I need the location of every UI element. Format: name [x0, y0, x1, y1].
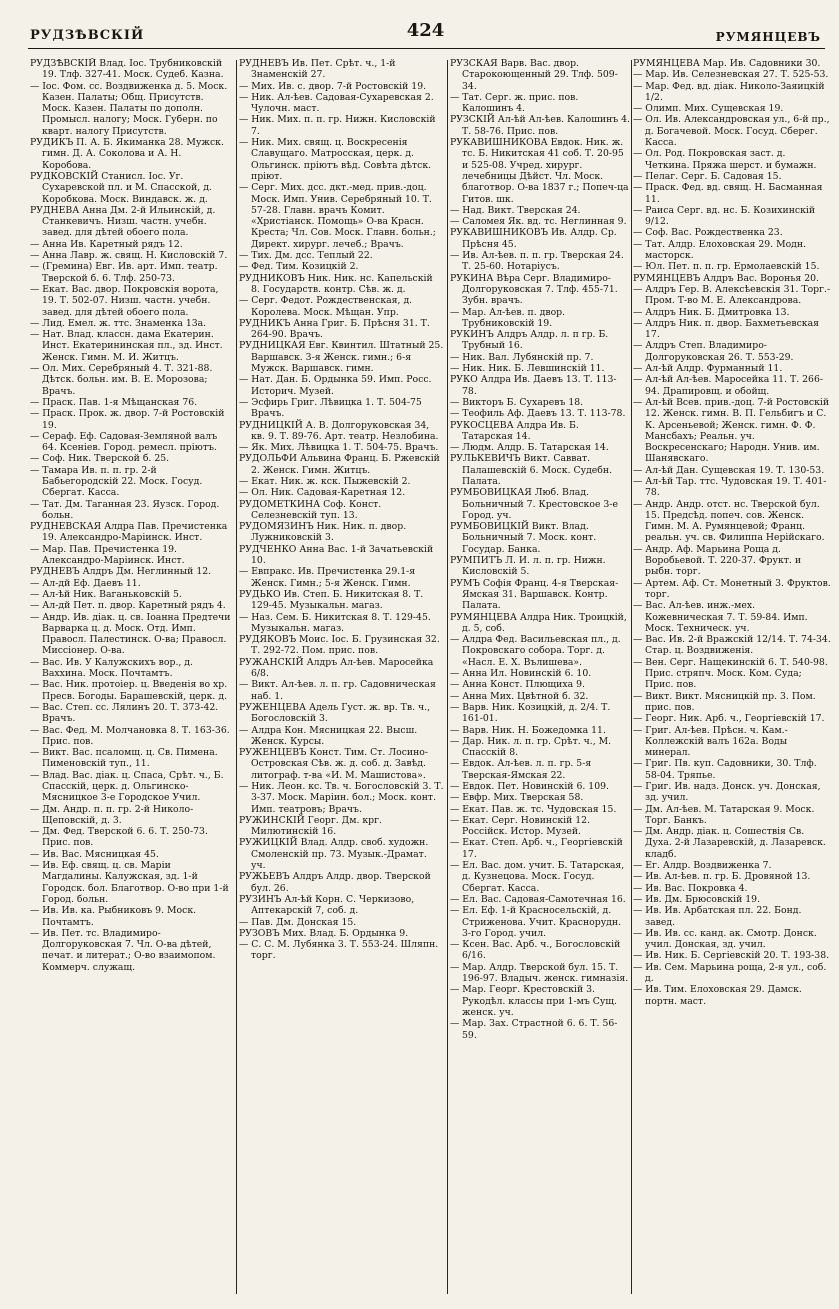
directory-entry: — Соф. Ник. Тверской б. 25.: [30, 453, 170, 465]
directory-entry: — Ив. Пет. тс. Владимиро-Долгоруковская 7. Чл. О-ва дѣтей, печат. и литерат.; О-во взаимопом. Коммерч. служащ.: [30, 927, 216, 973]
directory-entry: — Викт. Вас. псаломщ. ц. Св. Пимена. Пименовскій туп., 11.: [30, 747, 218, 770]
header-last-entry: РУМЯНЦЕВЪ: [715, 30, 821, 44]
directory-entry: РУДЯКОВЪ Моис. Іос. Б. Грузинская 32. Т. 292-72. Пом. прис. пов.: [239, 634, 440, 657]
directory-entry: — Ол. Ник. Садовая-Каретная 12.: [239, 487, 406, 499]
column-divider: [631, 60, 632, 1294]
directory-entry: — Анна Мих. Цвѣтной б. 32.: [450, 690, 589, 702]
directory-entry: — Тат. Серг. ж. прис. пов. Калошинъ 4.: [450, 91, 579, 115]
directory-entry: РУДЬКО Ив. Степ. Б. Никитская 8. Т. 129-45. Музыкальн. магаз.: [239, 588, 424, 612]
column-divider: [236, 60, 237, 1294]
directory-entry: — Ег. Алдр. Воздвиженка 7.: [633, 860, 772, 872]
directory-entry: — Ив. Вас. Покровка 4.: [633, 882, 748, 894]
directory-entry: — Ел. Вас. Садовая-Самотечная 16.: [450, 893, 626, 905]
directory-entry: — Варв. Ник. Козицкій, д. 2/4. Т. 161-01.: [450, 701, 611, 725]
column-1: [30, 58, 233, 1298]
directory-entry: — Ал-ѣй Дан. Сущевская 19. Т. 130-53.: [633, 464, 825, 476]
directory-entry: — Влад. Вас. діак. ц. Спаса, Срѣт. ч., Б. Спасскій, церк. д. Ольгинско-Мясницкое 3-е Городское Учил.: [30, 769, 224, 804]
directory-entry: — Праск. Пав. 1-я Мѣщанская 76.: [30, 396, 198, 408]
directory-entry: — Тат. Дм. Таганная 23. Яузск. Город. больн.: [30, 498, 220, 521]
column-divider: [447, 60, 448, 1294]
directory-entry: РУДОЛЬФИ Альвина Франц. Б. Ржевскій 2. Женск. Гимн. Житцъ.: [239, 453, 440, 476]
directory-entry: — С. С. М. Лубянка 3. Т. 553-24. Шляпн. торг.: [239, 939, 439, 962]
directory-entry: — Мар. Георг. Крестовскій 3. Рукодѣл. классы при 1-мъ Сущ. женск. уч.: [450, 984, 617, 1018]
directory-entry: — Наз. Сем. Б. Никитская 8. Т. 129-45. Музыкальн. магаз.: [239, 611, 431, 634]
directory-entry: — Андр. Аф. Марьина Роща д. Воробьевой. Т. 220-37. Фрукт. и рыбн. торг.: [633, 543, 802, 578]
directory-entry: — Ал-ѣй Ник. Ваганьковскій 5.: [30, 588, 182, 600]
directory-entry: — Ник. Ник. Б. Левшинскій 11.: [450, 363, 605, 375]
directory-entry: — Тамара Ив. п. п. гр. 2-й Бабьегородскій 22. Моск. Госуд. Сбергат. Касса.: [30, 464, 203, 499]
directory-entry: — Екат. Серг. Новинскій 12. Россійск. Истор. Музей.: [450, 814, 591, 838]
directory-entry: — Серг. Федот. Рождественская, д. Королева. Моск. Мѣщан. Упр.: [239, 295, 413, 318]
directory-entry: — Ел. Вас. дом. учит. Б. Татарская, д. Кузнецова. Моск. Госуд. Сбергат. Касса.: [450, 860, 625, 894]
directory-entry: — Тих. Дм. дсс. Теплый 22.: [239, 250, 373, 262]
directory-entry: — Ив. Дм. Брюсовскій 19.: [633, 893, 761, 905]
directory-entry: РУДНИКОВЪ Ник. Ник. нс. Капельскій 8. Государств. контр. Сѣв. ж. д.: [239, 272, 433, 295]
directory-entry: — Ал-ѣй Тар. ттс. Чудовская 19. Т. 401-78.: [633, 475, 827, 499]
directory-entry: — Вас. Ив. 2-й Вражскій 12/14. Т. 74-34. Стар. ц. Воздвиженія.: [633, 634, 831, 657]
directory-entry: — Викторъ Б. Сухаревъ 18.: [450, 396, 584, 408]
directory-entry: — Мар. Ал-ѣев. п. двор. Трубниковскій 19.: [450, 306, 566, 329]
directory-entry: РУМЯНЦЕВА Мар. Ив. Садовники 30.: [633, 58, 821, 69]
directory-entry: — Дм. Фед. Тверской 6. 6. Т. 250-73. Прис. пов.: [30, 826, 208, 849]
column-4: [633, 58, 831, 1298]
directory-entry: — Артем. Аф. Ст. Монетный 3. Фруктов. торг.: [633, 577, 831, 600]
directory-entry: — Дм. Андр. п. п. гр. 2-й Николо-Щеповскій, д. 3.: [30, 803, 194, 826]
directory-entry: — Ал-ѣй Всев. прив.-доц. 7-й Ростовскій 12. Женск. гимн. В. П. Гельбигъ и С. К. Арсеньевой; Женск. гимн. Ф. Ф. Мансбахъ; Реальн. уч. Воскресенскаго; Народн. Унив. им. Шанявскаго.: [633, 396, 830, 465]
directory-entry: — Праск. Прок. ж. двор. 7-й Ростовскій 19.: [30, 408, 225, 431]
directory-entry: РУЖЕНЦЕВЪ Конст. Тим. Ст. Лосино-Островская Сѣв. ж. д. соб. д. Завѣд. литограф. т-ва «И. М. Машистова».: [239, 747, 429, 781]
directory-entry: РУКОСЦЕВА Алдра Ив. Б. Татарская 14.: [450, 419, 579, 442]
directory-entry: — Іос. Фом. сс. Воздвиженка д. 5. Моск. Казен. Палаты; Общ. Присутств. Моск. Казен. Палаты по дополн. Промысл. налогу; Моск. Губерн. по кварт. налогу Присутств.: [30, 80, 228, 137]
directory-entry: — Екат. Вас. двор. Покровскія ворота, 19. Т. 502-07. Низш. частн. учебн. завед. для дѣтей обоего пола.: [30, 283, 219, 318]
directory-entry: РУДНЕВЪ Ив. Пет. Срѣт. ч., 1-й Знаменскій 27.: [239, 58, 396, 81]
directory-entry: — Вас. Фед. М. Молчановка 8. Т. 163-36. Прис. пов.: [30, 724, 230, 747]
directory-entry: — Ник. Вал. Лубянскій пр. 7.: [450, 351, 594, 363]
directory-entry: — Алдра Кон. Мясницкая 22. Высш. Женск. Курсы.: [239, 724, 418, 747]
directory-entry: — Ал-ѣй Ал-ѣев. Маросейка 11. Т. 266-94. Драпировщ. и обойщ.: [633, 374, 824, 397]
directory-entry: РУЗОВЪ Мих. Влад. Б. Ордынка 9.: [239, 927, 409, 939]
directory-entry: — Андр. Ив. діак. ц. св. Іоанна Предтечи Варварка ц. д. Моск. Отд. Имп. Правосл. Палестинск. О-ва; Правосл. Миссіонер. О-ва.: [30, 611, 231, 657]
directory-entry: — Ол. Род. Покровская заст. д. Четкина. Пряжа шерст. и бумажн.: [633, 148, 817, 171]
directory-entry: — Ив. Ал-ѣев. п. гр. Б. Дровяной 13.: [633, 871, 811, 883]
directory-entry: РУЗИНЪ Ал-ѣй Корн. С. Черкизово, Аптекарскій 7, соб. д.: [239, 893, 415, 917]
directory-entry: РУДЧЕНКО Анна Вас. 1-й Зачатьевскій 10.: [239, 543, 434, 567]
directory-entry: РУКИНЪ Алдръ Алдр. л. п гр. Б. Трубный 16.: [450, 329, 609, 352]
directory-entry: РУКАВИШНИКОВЪ Ив. Алдр. Ср. Прѣсня 45.: [450, 227, 617, 250]
directory-entry: — Мих. Ив. с. двор. 7-й Ростовскій 19.: [239, 80, 427, 92]
header-first-entry: РУДЗѢВСКІЙ: [30, 28, 145, 43]
directory-entry: — Ив. Ив. Арбатская пл. 22. Бонд. завед.: [633, 905, 802, 928]
directory-entry: — Саломея Як. вд. тс. Неглинная 9.: [450, 216, 627, 228]
directory-entry: — Людм. Алдр. Б. Татарская 14.: [450, 442, 609, 454]
directory-entry: — Ол. Мих. Серебряный 4. Т. 321-88. Дѣтск. больн. им. В. Е. Морозова; Врачъ.: [30, 363, 213, 397]
directory-entry: — Ив. Ив. сс. канд. ак. Смотр. Донск. учил. Донская, зд. учил.: [633, 927, 817, 951]
directory-entry: — Праск. Фед. вд. свящ. Н. Басманная 11.: [633, 182, 823, 205]
directory-entry: — Соф. Вас. Рождественка 23.: [633, 227, 783, 239]
directory-entry: — Евпракс. Ив. Пречистенка 29.1-я Женск. Гимн.; 5-я Женск. Гимн.: [239, 566, 416, 589]
directory-entry: — Олимп. Мих. Сущевская 19.: [633, 103, 784, 115]
directory-entry: — Вас. Ник. протоіер. ц. Введенія во хр. Пресв. Богоды. Барашевскій, церк. д.: [30, 679, 228, 702]
directory-entry: РУДНЕВА Анна Дм. 2-й Ильинскій, д. Станкевичъ. Низш. частн. учебн. завед. для дѣтей обоего пола.: [30, 204, 216, 239]
directory-entry: РУКО Алдра Ив. Даевъ 13. Т. 113-78.: [450, 374, 617, 397]
directory-entry: РУДНЕВЪ Алдръ Дм. Неглинный 12.: [30, 566, 212, 578]
directory-entry: — Екат. Пав. ж. тс. Чудовская 15.: [450, 803, 617, 815]
directory-entry: РУЖИНСКІЙ Георг. Дм. крг. Милютинскій 16.: [239, 814, 382, 838]
directory-entry: РУЖИЦКІЙ Влад. Алдр. своб. художн. Смоленскій пр. 73. Музык.-Драмат. уч.: [239, 837, 429, 872]
directory-entry: — Ив. Сем. Марьина роща, 2-я ул., соб. д.: [633, 961, 827, 985]
directory-entry: — Ол. Ив. Александровская ул., 6-й пр., д. Богачевой. Моск. Госуд. Сберег. Касса.: [633, 114, 830, 149]
directory-entry: РУДИКЪ П. А. Б. Якиманка 28. Мужск. гимн. Д. А. Соколова и А. Н. Коробова.: [30, 137, 224, 171]
directory-entry: РУДНИКЪ Анна Григ. Б. Прѣсня 31. Т. 264-90. Врачъ.: [239, 317, 430, 341]
directory-entry: — Мар. Зах. Страстной 6. 6. Т. 56-59.: [450, 1018, 618, 1041]
directory-entry: — Ксен. Вас. Арб. ч., Богословскій 6/16.: [450, 939, 621, 962]
directory-entry: РУДНЕВСКАЯ Алдра Пав. Пречистенка 19. Александро-Маріинск. Инст.: [30, 521, 228, 544]
directory-entry: — Евдок. Пет. Новинскій 6. 109.: [450, 781, 609, 792]
directory-entry: — Алдръ Ник. Б. Дмитровка 13.: [633, 306, 790, 318]
directory-entry: РУДОМЕТКИНА Соф. Конст. Селезневскій туп. 13.: [239, 498, 382, 521]
directory-entry: — Теофиль Аф. Даевъ 13. Т. 113-78.: [450, 408, 626, 420]
directory-entry: — Ив. Вас. Мясницкая 45.: [30, 848, 159, 860]
directory-entry: — Юл. Пет. п. п. гр. Ермолаевскій 15.: [633, 261, 820, 273]
directory-entry: РУЗСКІЙ Ал-ѣй Ал-ѣев. Калошинъ 4. Т. 58-76. Прис. пов.: [450, 114, 630, 137]
directory-entry: — Ив. Тим. Елоховская 29. Дамск. портн. маст.: [633, 984, 802, 1007]
directory-entry: РУЗСКАЯ Варв. Вас. двор. Старокоющенный 29. Тлф. 509-34.: [450, 58, 618, 92]
directory-entry: — Викт. Викт. Мясницкій пр. 3. Пом. прис. пов.: [633, 690, 816, 713]
directory-entry: — Тат. Алдр. Елоховская 29. Модн. масторск.: [633, 238, 807, 262]
directory-entry: — Над. Викт. Тверская 24.: [450, 204, 581, 216]
directory-entry: РУДНИЦКАЯ Евг. Квинтил. Штатный 25. Варшавск. 3-я Женск. гимн.; 6-я Мужск. Варшавск. гимн.: [239, 340, 444, 375]
directory-entry: РУЖАНСКІЙ Алдръ Ал-ѣев. Маросейка 6/8.: [239, 656, 434, 680]
directory-entry: — Раиса Серг. вд. нс. Б. Козихинскій 9/12.: [633, 204, 816, 228]
directory-entry: — Григ. Пв. куп. Садовники, 30. Тлф. 58-04. Тряпье.: [633, 758, 817, 781]
directory-entry: — Анна Конст. Плющиха 9.: [450, 679, 585, 691]
directory-entry: РУДОМЯЗИНЪ Ник. Ник. п. двор. Лужниковскій 3.: [239, 521, 407, 544]
directory-entry: — Ел. Еф. 1-й Красносельскій, д. Стриженова. Учит. Краснорудн. 3-го Город. учил.: [450, 905, 622, 939]
directory-entry: — Евфр. Мих. Тверская 58.: [450, 792, 584, 804]
directory-entry: — Варв. Ник. Н. Божедомка 11.: [450, 724, 606, 736]
directory-entry: — Анна Ил. Новинскій 6. 10.: [450, 668, 592, 680]
directory-entry: — Нат. Влад. классн. дама Екатерин. Инст. Екатерининская пл., зд. Инст. Женск. Гимн. М. И. Житцъ.: [30, 329, 223, 363]
directory-entry: — Дм. Андр. діак. ц. Сошествія Св. Духа. 2-й Лазаревскій, д. Лазаревск. кладб.: [633, 826, 826, 860]
directory-entry: — Георг. Ник. Арб. ч., Георгіевскій 17.: [633, 713, 825, 725]
directory-entry: — Алдра Фед. Васильевская пл., д. Покровскаго собора. Торг. д. «Насл. Е. Х. Вълишева».: [450, 634, 621, 668]
directory-entry: — Ив. Ник. Б. Сергіевскій 20. Т. 193-38.: [633, 950, 830, 962]
running-header: [30, 14, 821, 44]
directory-entry: — (Гремина) Евг. Ив. арт. Имп. театр. Тверской б. 6. Тлф. 250-73.: [30, 261, 218, 284]
directory-entry: — Як. Мих. Лѣвицка 1. Т. 504-75. Врачъ.: [239, 442, 439, 454]
directory-entry: — Ал-ѣй Алдр. Фурманный 11.: [633, 363, 783, 375]
directory-entry: — Ив. Ал-ѣев. п. п. гр. Тверская 24. Т. 25-60. Нотаріусъ.: [450, 250, 624, 273]
directory-entry: РУЛЬКЕВИЧЪ Викт. Савват. Палашевскій 6. Моск. Судебн. Палата.: [450, 453, 613, 487]
directory-entry: — Екат. Ник. ж. кск. Пыжевскій 2.: [239, 475, 411, 487]
directory-entry: — Вен. Серг. Нащекинскій 6. Т. 540-98. Прис. стряпч. Моск. Ком. Суда; Прис. пов.: [633, 656, 828, 691]
directory-entry: — Андр. Андр. отст. нс. Тверской бул. 15. Предсѣд. попеч. сов. Женск. Гимн. М. А. Румянцевой; Франц. реальн. уч. св. Филиппа Нерійскаго.: [633, 498, 825, 544]
directory-entry: — Алдръ Степ. Владимиро-Долгоруковская 26. Т. 553-29.: [633, 340, 794, 363]
directory-entry: РУКАВИШНИКОВА Евдок. Ник. ж. тс. Б. Никитская 41 соб. Т. 20-95 и 525-08. Учред. хирург. лечебницы Дѣйст. Чл. Моск. благотвор. О-ва 1837 г.; Попеч-ца Гитов. шк.: [450, 137, 629, 205]
directory-entry: — Сераф. Еф. Садовая-Земляной валъ 64. Ксеніев. Город. ремесл. пріютъ.: [30, 430, 218, 454]
directory-entry: — Вас. Степ. сс. Лялинъ 20. Т. 373-42. Врачъ.: [30, 701, 219, 725]
directory-entry: — Фед. Тим. Козицкій 2.: [239, 261, 359, 273]
directory-entry: — Вас. Ал-ѣев. инж.-мех. Кожевническая 7. Т. 59-84. Имп. Моск. Техническ. уч.: [633, 600, 808, 634]
directory-entry: — Ал-дй Пет. п. двор. Каретный рядъ 4.: [30, 600, 226, 612]
directory-entry: — Евдок. Ал-ѣев. л. п. гр. 5-я Тверская-Ямская 22.: [450, 758, 592, 781]
directory-entry: — Екат. Степ. Арб. ч., Георгіевскій 17.: [450, 837, 623, 860]
directory-entry: — Алдръ Ник. п. двор. Бахметьевская 17.: [633, 317, 820, 341]
directory-entry: — Ник. Мих. п. п. гр. Нижн. Кисловскій 7.: [239, 114, 436, 137]
column-3: [450, 58, 630, 1298]
directory-entry: РУМЯНЦЕВА Алдра Ник. Троицкій, д. 5, соб.: [450, 611, 627, 634]
directory-entry: РУМЯНЦЕВЪ Алдръ Вас. Воронья 20.: [633, 272, 820, 284]
directory-entry: — Алдръ Гер. В. Алексѣевскія 31. Торг.-Пром. Т-во М. Е. Александрова.: [633, 283, 831, 307]
directory-entry: — Викт. Ал-ѣев. л. п. гр. Садовническая наб. 1.: [239, 679, 436, 702]
directory-entry: — Ник. Мих. свящ. ц. Воскресенія Славущаго. Матросская, церк. д. Ольгинск. пріютъ вѣд. Совѣта дѣтск. пріют.: [239, 137, 432, 182]
directory-entry: — Анна Ив. Каретный рядъ 12.: [30, 238, 183, 250]
directory-entry: — Лид. Емел. ж. ттс. Знаменка 13а.: [30, 317, 207, 329]
directory-entry: — Дм. Ал-ѣев. М. Татарская 9. Моск. Торг. Банкъ.: [633, 803, 815, 826]
directory-entry: — Ал-дй Еф. Даевъ 11.: [30, 577, 141, 589]
directory-entry: — Ив. Еф. свящ. ц. св. Маріи Магдалины. Калужская, зд. 1-й Городск. бол. Благотвор. О-во при 1-й Город. больн.: [30, 860, 229, 905]
directory-entry: РУЖЬЕВЪ Алдръ Алдр. двор. Тверской бул. 26.: [239, 871, 431, 894]
directory-entry: — Мар. Ив. Селезневская 27. Т. 525-53.: [633, 69, 829, 81]
directory-entry: — Дар. Ник. л. п. гр. Срѣт. ч., М. Спасскій 8.: [450, 735, 612, 759]
directory-entry: РУДЗѢВСКІЙ Влад. Іос. Трубниковскій 19. Тлф. 327-41. Моск. Судеб. Казна.: [30, 58, 224, 81]
directory-entry: — Ник. Леон. кс. Тв. ч. Богословскій 3. Т. 3-37. Моск. Маріин. бол.; Моск. конт. Имп. театровъ; Врачъ.: [239, 781, 444, 815]
directory-entry: — Ив. Ив. ка. Рыбниковъ 9. Моск. Почтамтъ.: [30, 905, 197, 928]
page-number: 424: [406, 20, 445, 41]
directory-entry: РУМБОВИЦКАЯ Люб. Влад. Больничный 7. Крестовское 3-е Город. уч.: [450, 487, 618, 521]
directory-entry: — Ник. Ал-ѣев. Садовая-Сухаревская 2. Чулочн. маст.: [239, 91, 434, 115]
header-rule: [28, 48, 825, 49]
directory-entry: — Пелаг. Серг. Б. Садовая 15.: [633, 170, 782, 182]
directory-entry: РУДНИЦКІЙ А. В. Долгоруковская 34, кв. 9. Т. 89-76. Арт. театр. Незлобина.: [239, 419, 439, 442]
directory-entry: — Пав. Дм. Донская 15.: [239, 916, 357, 928]
directory-entry: — Мар. Фед. вд. діак. Николо-Заяицкій 1/2.: [633, 80, 825, 103]
directory-entry: РУМЪ Софія Франц. 4-я Тверская-Ямская 31. Варшавск. Контр. Палата.: [450, 577, 619, 612]
directory-entry: — Мар. Алдр. Тверской бул. 15. Т. 196-97. Владыч. женск. гимназія.: [450, 961, 629, 985]
directory-entry: — Нат. Дан. Б. Ордынка 59. Имп. Росс. Историч. Музей.: [239, 374, 432, 397]
directory-entry: — Григ. Ив. надз. Донск. уч. Донская, зд. учил.: [633, 781, 821, 804]
directory-entry: РУМБОВИЦКІЙ Викт. Влад. Больничный 7. Моск. конт. Государ. Банка.: [450, 521, 597, 555]
directory-entry: — Вас. Ив. У Калужскихъ вор., д. Ваххина. Моск. Почтамтъ.: [30, 656, 193, 680]
directory-entry: РУДКОВСКІЙ Станисл. Іос. Уг. Сухаревской пл. и М. Спасской, д. Коробкова. Моск. Виндавск. ж. д.: [30, 170, 212, 205]
directory-entry: — Анна Лавр. ж. свящ. Н. Кисловскій 7.: [30, 250, 228, 262]
directory-entry: — Серг. Мих. дсс. дкт.-мед. прив.-доц. Моск. Имп. Унив. Серебряный 10. Т. 57-28. Главн. врачъ Комит. «Христіанск. Помощь» О-ва Красн. Креста; Чл. Сов. Моск. Главн. больн.; Директ. хирург. лечеб.; Врачъ.: [239, 182, 436, 250]
column-2: [239, 58, 444, 1298]
directory-entry: РУЖЕНЦЕВА Адель Густ. ж. вр. Тв. ч., Богословскій 3.: [239, 701, 431, 725]
directory-entry: — Мар. Пав. Пречистенка 19. Александро-Маріинск. Инст.: [30, 543, 185, 567]
directory-entry: — Эсфирь Григ. Лѣвицка 1. Т. 504-75 Врачъ.: [239, 396, 422, 420]
directory-entry: РУКИНА Вѣра Серг. Владимиро-Долгоруковская 7. Тлф. 455-71. Зубн. врачъ.: [450, 272, 618, 307]
directory-entry: — Григ. Ал-ѣев. Прѣсн. ч. Кам.-Коллежскій валъ 162а. Воды минерал.: [633, 724, 788, 759]
directory-entry: РУМПИТЪ Л. И. л. п. гр. Нижн. Кисловскій 5.: [450, 555, 606, 578]
